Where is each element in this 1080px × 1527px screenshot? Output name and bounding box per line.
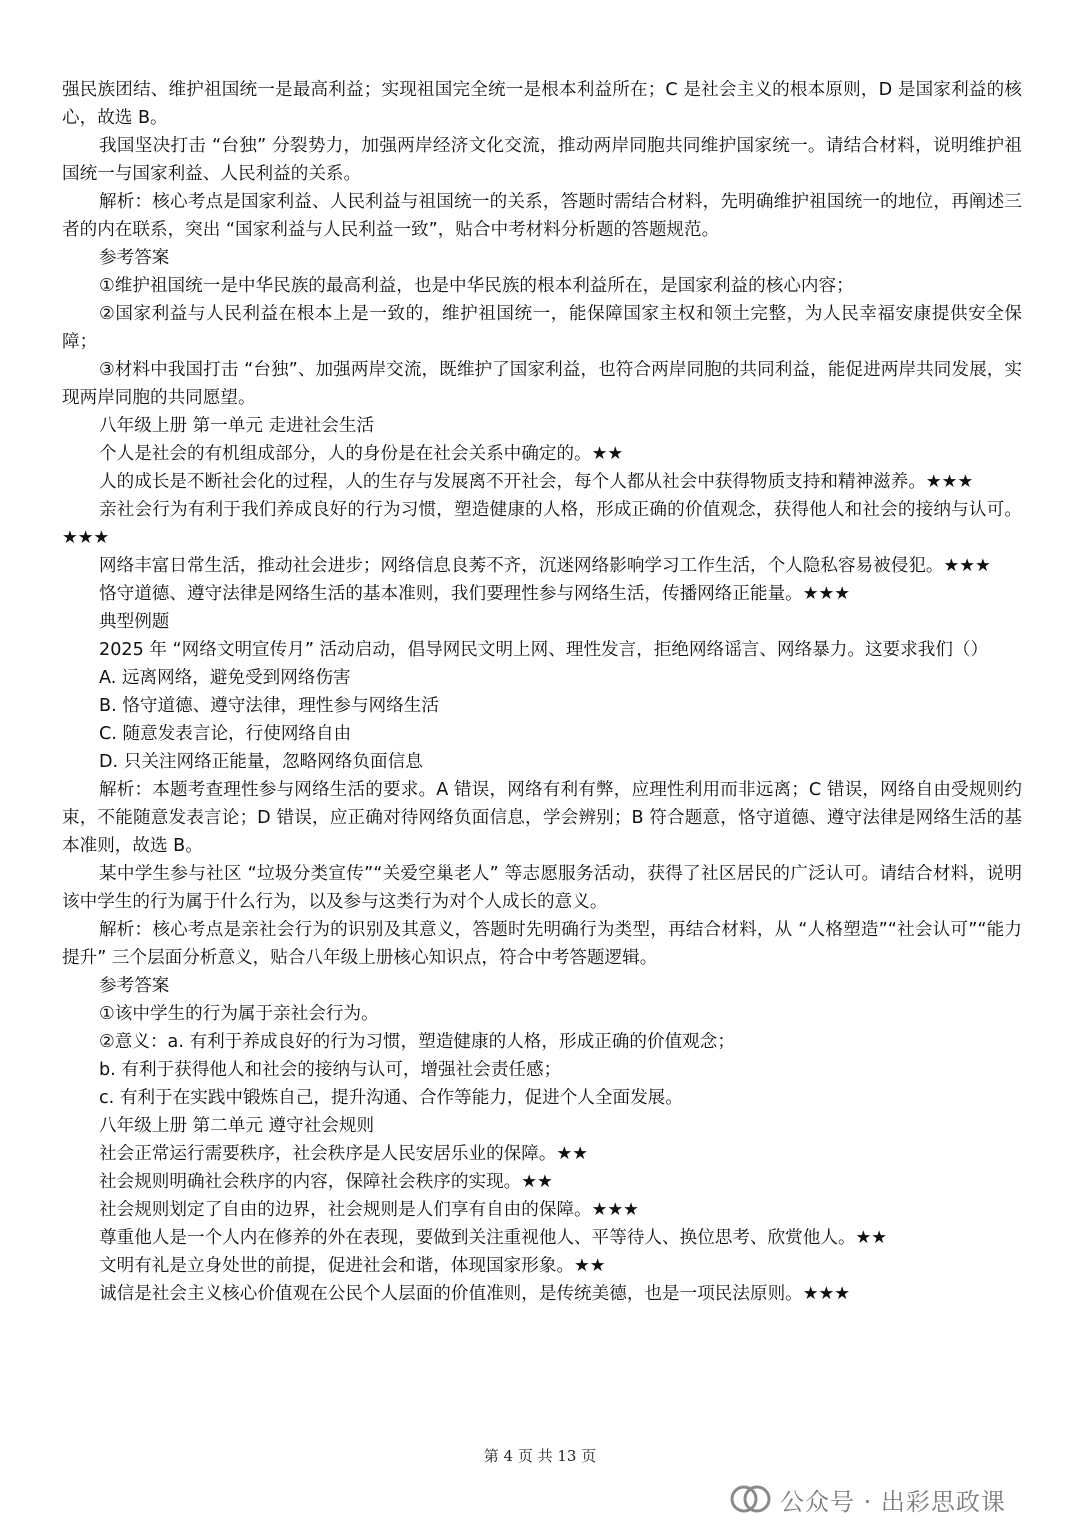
paragraph: 社会正常运行需要秩序，社会秩序是人民安居乐业的保障。★★ xyxy=(99,1144,588,1164)
paragraph: C. 随意发表言论，行使网络自由 xyxy=(99,724,352,744)
paragraph: A. 远离网络，避免受到网络伤害 xyxy=(99,668,351,688)
paragraph: 八年级上册 第二单元 遵守社会规则 xyxy=(99,1116,375,1136)
paragraph: 我国坚决打击 “台独” 分裂势力，加强两岸经济文化交流，推动两岸同胞共同维护国家统一。请结合材料，说明维护祖国统一与国家利益、人民利益的关系。 xyxy=(62,136,1022,184)
paragraph: 八年级上册 第一单元 走进社会生活 xyxy=(99,416,375,436)
paragraph: 参考答案 xyxy=(99,976,170,996)
paragraph: 解析：本题考查理性参与网络生活的要求。A 错误，网络有利有弊，应理性利用而非远离；C 错误，网络自由受规则约束，不能随意发表言论；D 错误，应正确对待网络负面信息，学会辨别；B 符合题意，恪守道德、遵守法律是网络生活的基本准则，故选 B。 xyxy=(62,780,1022,856)
page-number-label: 第 4 页 共 13 页 xyxy=(483,1447,597,1465)
paragraph: D. 只关注网络正能量，忽略网络负面信息 xyxy=(99,752,423,772)
paragraph: 解析：核心考点是亲社会行为的识别及其意义，答题时先明确行为类型，再结合材料，从 “人格塑造”“社会认可”“能力提升” 三个层面分析意义，贴合八年级上册核心知识点，符合中考答题逻辑。 xyxy=(62,920,1022,968)
paragraph: ③材料中我国打击 “台独”、加强两岸交流，既维护了国家利益，也符合两岸同胞的共同利益，能促进两岸共同发展，实现两岸同胞的共同愿望。 xyxy=(62,360,1022,408)
paragraph: 人的成长是不断社会化的过程，人的生存与发展离不开社会，每个人都从社会中获得物质支持和精神滋养。★★★ xyxy=(99,472,974,492)
paragraph: 解析：核心考点是国家利益、人民利益与祖国统一的关系，答题时需结合材料，先明确维护祖国统一的地位，再阐述三者的内在联系，突出 “国家利益与人民利益一致”，贴合中考材料分析题的答题规范。 xyxy=(62,192,1022,240)
watermark-text: 公众号 · 出彩思政课 xyxy=(780,1487,1006,1516)
paragraph: 社会规则明确社会秩序的内容，保障社会秩序的实现。★★ xyxy=(99,1172,553,1192)
paragraph: c. 有利于在实践中锻炼自己，提升沟通、合作等能力，促进个人全面发展。 xyxy=(99,1088,683,1108)
watermark xyxy=(728,1482,1006,1516)
paragraph: ①维护祖国统一是中华民族的最高利益，也是中华民族的根本利益所在，是国家利益的核心内容； xyxy=(99,276,854,296)
paragraph: 诚信是社会主义核心价值观在公民个人层面的价值准则，是传统美德，也是一项民法原则。★★★ xyxy=(99,1284,851,1304)
paragraph: 亲社会行为有利于我们养成良好的行为习惯，塑造健康的人格，形成正确的价值观念，获得他人和社会的接纳与认可。★★★ xyxy=(62,500,1022,548)
paragraph: ②意义：a. 有利于养成良好的行为习惯，塑造健康的人格，形成正确的价值观念； xyxy=(99,1032,735,1052)
paragraph: 网络丰富日常生活，推动社会进步；网络信息良莠不齐，沉迷网络影响学习工作生活，个人隐私容易被侵犯。★★★ xyxy=(99,556,991,576)
paragraph: B. 恪守道德、遵守法律，理性参与网络生活 xyxy=(99,696,439,716)
paragraph: ①该中学生的行为属于亲社会行为。 xyxy=(99,1004,379,1024)
paragraph: b. 有利于获得他人和社会的接纳与认可，增强社会责任感； xyxy=(99,1060,562,1080)
paragraph: 尊重他人是一个人内在修养的外在表现，要做到关注重视他人、平等待人、换位思考、欣赏他人。★★ xyxy=(99,1228,888,1248)
paragraph: 典型例题 xyxy=(99,612,170,632)
paragraph: 某中学生参与社区 “垃圾分类宣传”“关爱空巢老人” 等志愿服务活动，获得了社区居民的广泛认可。请结合材料，说明该中学生的行为属于什么行为，以及参与这类行为对个人成长的意义。 xyxy=(62,864,1022,912)
paragraph: 参考答案 xyxy=(99,248,170,268)
wechat-channel-icon xyxy=(728,1484,772,1514)
paragraph: ②国家利益与人民利益在根本上是一致的，维护祖国统一，能保障国家主权和领土完整，为人民幸福安康提供安全保障； xyxy=(62,304,1022,352)
paragraph: 文明有礼是立身处世的前提，促进社会和谐，体现国家形象。★★ xyxy=(99,1256,606,1276)
paragraph: 个人是社会的有机组成部分，人的身份是在社会关系中确定的。★★ xyxy=(99,444,624,464)
paragraph: 强民族团结、维护祖国统一是最高利益；实现祖国完全统一是根本利益所在；C 是社会主义的根本原则，D 是国家利益的核心，故选 B。 xyxy=(62,80,1022,128)
page-footer xyxy=(0,1445,1080,1466)
document-body xyxy=(62,76,1022,1308)
paragraph: 恪守道德、遵守法律是网络生活的基本准则，我们要理性参与网络生活，传播网络正能量。★★★ xyxy=(99,584,851,604)
paragraph: 2025 年 “网络文明宣传月” 活动启动，倡导网民文明上网、理性发言，拒绝网络谣言、网络暴力。这要求我们（） xyxy=(99,640,989,660)
paragraph: 社会规则划定了自由的边界，社会规则是人们享有自由的保障。★★★ xyxy=(99,1200,639,1220)
